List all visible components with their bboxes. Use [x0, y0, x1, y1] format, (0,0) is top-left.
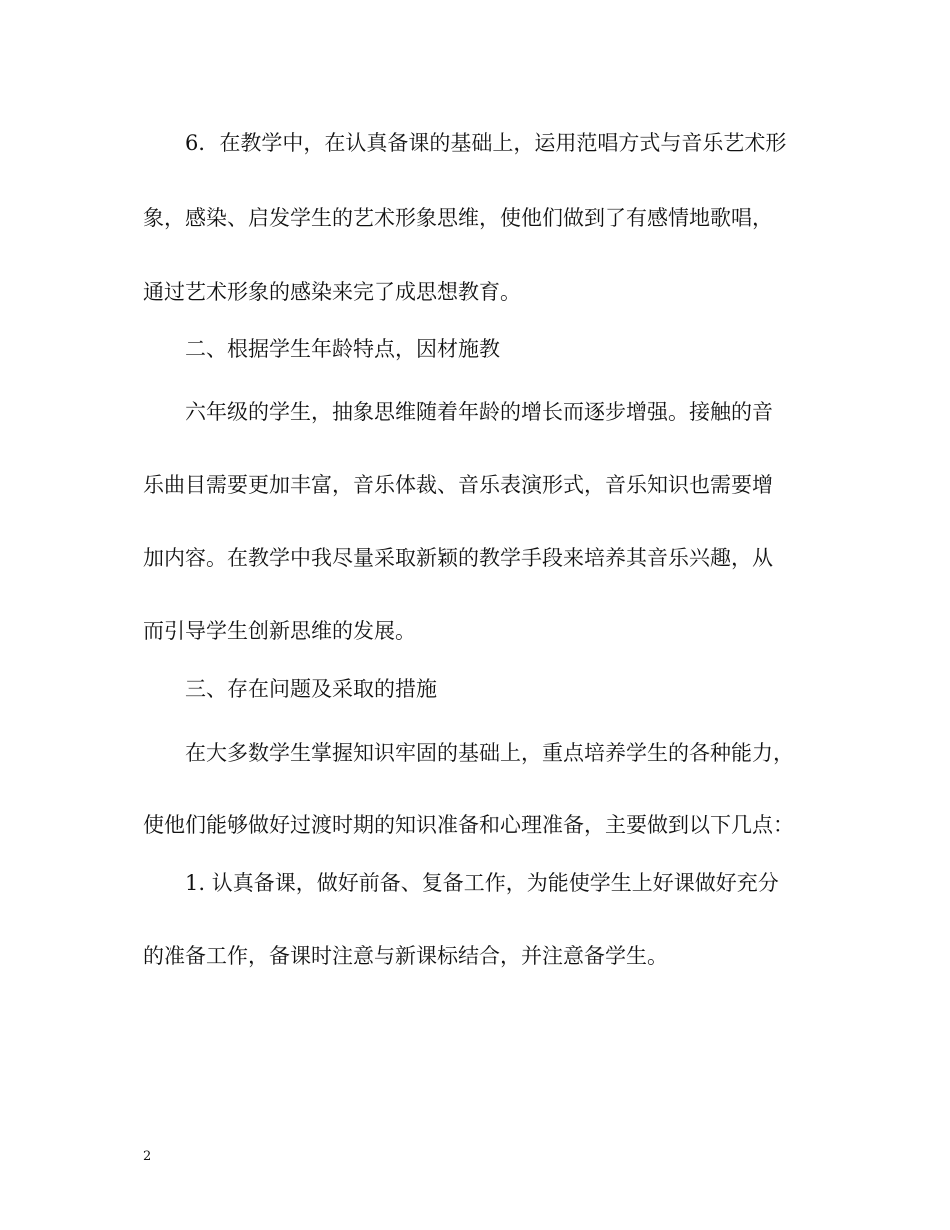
paragraph-line: 使他们能够做好过渡时期的知识准备和心理准备，主要做到以下几点：	[143, 813, 794, 837]
page-number: 2	[143, 1149, 152, 1164]
paragraph-line: 加内容。在教学中我尽量采取新颖的教学手段来培养其音乐兴趣，从	[143, 546, 773, 570]
paragraph-line: 而引导学生创新思维的发展。	[143, 619, 416, 643]
paragraph-line: 6．在教学中，在认真备课的基础上，运用范唱方式与音乐艺术形	[185, 131, 787, 155]
section-heading: 三、存在问题及采取的措施	[185, 677, 437, 701]
paragraph-line: 象，感染、启发学生的艺术形象思维，使他们做到了有感情地歌唱，	[143, 206, 773, 230]
paragraph-line: 乐曲目需要更加丰富，音乐体裁、音乐表演形式，音乐知识也需要增	[143, 473, 773, 497]
list-item-line: 的准备工作，备课时注意与新课标结合，并注意备学生。	[143, 944, 668, 968]
paragraph-line: 六年级的学生，抽象思维随着年龄的增长而逐步增强。接触的音	[185, 400, 773, 424]
paragraph-line: 在大多数学生掌握知识牢固的基础上，重点培养学生的各种能力，	[185, 741, 794, 765]
paragraph-line: 通过艺术形象的感染来完了成思想教育。	[143, 280, 521, 304]
section-heading: 二、根据学生年龄特点，因材施教	[185, 337, 500, 361]
list-item-line: 1. 认真备课，做好前备、复备工作，为能使学生上好课做好充分	[185, 871, 779, 895]
